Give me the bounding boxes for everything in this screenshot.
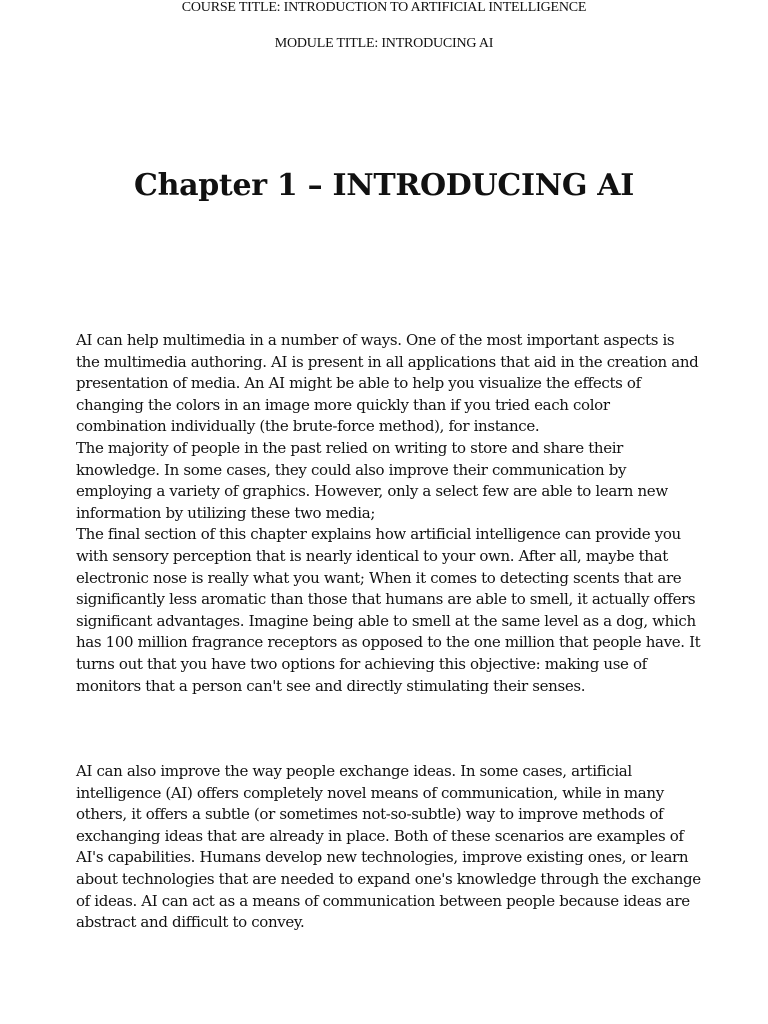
body-text-block bbox=[76, 330, 702, 697]
course-title: COURSE TITLE: INTRODUCTION TO ARTIFICIAL INTELLIGENCE bbox=[181, 0, 587, 15]
paragraph-multimedia: AI can help multimedia in a number of ways. One of the most important aspects is the multimedia authoring. AI is present in all applications that aid in the creation and presentation of media. An AI might be able to help you visualize the effects of changing the colors in an image more quickly than if you tried each color combination individually (the brute-force method), for instance. bbox=[76, 331, 699, 436]
paragraph-exchange-ideas: AI can also improve the way people exchange ideas. In some cases, artificial intelligence (AI) offers completely novel means of communication, while in many others, it offers a subtle (or sometimes not-so-subtle) way to improve methods of exchanging ideas that are already in place. Both of these scenarios are examples of AI's capabilities. Humans develop new technologies, improve existing ones, or learn about technologies that are needed to expand one's knowledge through the exchange of ideas. AI can act as a means of communication between people because ideas are abstract and difficult to convey. bbox=[76, 762, 701, 932]
paragraph-sensory-perception: The final section of this chapter explains how artificial intelligence can provide you with sensory perception that is nearly identical to your own. After all, maybe that electronic nose is really what you want; When it comes to detecting scents that are significantly less aromatic than those that humans are able to smell, it actually offers significant advantages. Imagine being able to smell at the same level as a dog, which has 100 million fragrance receptors as opposed to the one million that people have. It turns out that you have two options for achieving this objective: making use of monitors that a person can't see and directly stimulating their senses. bbox=[76, 525, 701, 695]
chapter-title: Chapter 1 – INTRODUCING AI bbox=[134, 168, 634, 203]
paragraph-writing-knowledge: The majority of people in the past relied on writing to store and share their knowledge. In some cases, they could also improve their communication by employing a variety of graphics. However, only a select few are able to learn new information by utilizing these two media; bbox=[76, 438, 668, 522]
module-title: MODULE TITLE: INTRODUCING AI bbox=[274, 36, 494, 51]
body-text-block bbox=[76, 761, 702, 934]
